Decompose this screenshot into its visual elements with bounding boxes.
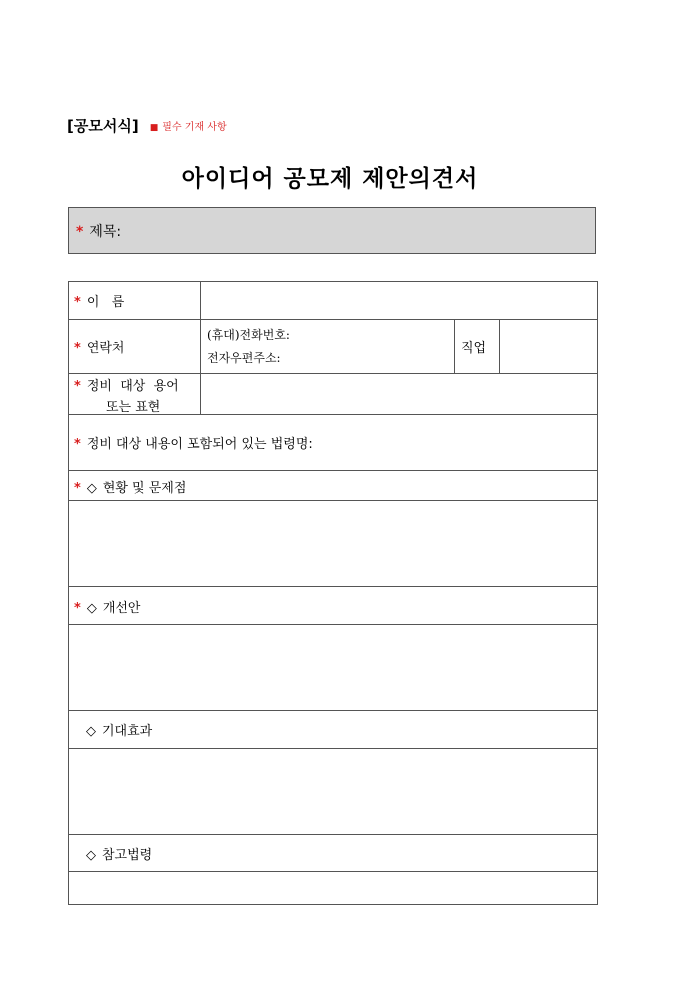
reference-law-input[interactable] [69, 872, 597, 904]
subject-label-text: 제목: [89, 224, 122, 240]
row-divider [69, 586, 597, 587]
term-label-line2: 또는 표현 [106, 400, 161, 415]
row-divider [69, 470, 597, 471]
name-input[interactable] [201, 282, 597, 319]
required-square-icon: ■ [149, 123, 159, 133]
current-issues-heading: * ◇ 현황 및 문제점 [74, 481, 187, 496]
required-star: * [76, 224, 84, 240]
expected-effect-input[interactable] [69, 749, 597, 834]
term-label: * 정비 대상 용어 [74, 379, 179, 394]
column-divider [454, 319, 455, 373]
diamond-icon: ◇ [86, 848, 96, 863]
name-label: * 이 름 [74, 295, 125, 310]
required-note-text: 필수 기재 사항 [162, 122, 227, 133]
subject-field[interactable] [68, 207, 596, 254]
law-name-label[interactable]: * 정비 대상 내용이 포함되어 있는 법령명: [74, 437, 313, 452]
required-note [150, 122, 227, 133]
diamond-icon: ◇ [86, 724, 96, 739]
current-issues-input[interactable] [69, 501, 597, 586]
diamond-icon: ◇ [86, 481, 97, 496]
reference-law-heading: ◇ 참고법령 [86, 848, 153, 863]
improvement-input[interactable] [69, 625, 597, 710]
expected-effect-heading: ◇ 기대효과 [86, 724, 153, 739]
row-divider [69, 710, 597, 711]
proposal-form [68, 281, 598, 905]
job-label: 직업 [461, 341, 487, 356]
mobile-label: (휴대)전화번호: [207, 328, 290, 342]
contact-label: * 연락처 [74, 341, 125, 356]
diamond-icon: ◇ [86, 601, 97, 616]
form-type-label: [공모서식] [67, 117, 139, 135]
document-title: 아이디어 공모제 제안의견서 [181, 166, 479, 192]
term-input[interactable] [201, 374, 597, 414]
row-divider [69, 834, 597, 835]
form-header [67, 115, 227, 136]
subject-label [76, 221, 121, 241]
improvement-heading: * ◇ 개선안 [74, 601, 141, 616]
email-label: 전자우편주소: [207, 351, 281, 365]
job-input[interactable] [500, 320, 597, 373]
